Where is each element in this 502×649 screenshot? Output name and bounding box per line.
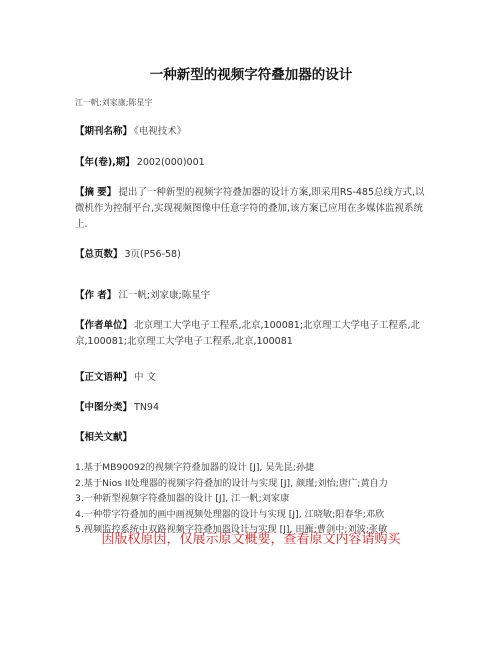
journal-value: 《电视技术》 (134, 126, 187, 137)
related-label: 【相关文献】 (75, 432, 133, 443)
affiliation-field (75, 318, 430, 350)
abstract-label: 【摘 要】 (75, 187, 117, 198)
copyright-notice: 因版权原因，仅展示原文概要，查看原文内容请购买 (101, 532, 401, 547)
journal-label: 【期刊名称】 (75, 126, 133, 137)
pages-label: 【总页数】 (75, 249, 123, 260)
clc-label: 【中图分类】 (75, 402, 133, 413)
reference-item-3[interactable]: 3.一种新型视频字符叠加器的设计 [J], 江一帆;刘家康 (75, 493, 290, 504)
pages-field (75, 247, 430, 263)
pages-value: 3页(P56-58) (124, 249, 181, 260)
author-label: 【作 者】 (75, 290, 117, 301)
affiliation-value: 北京理工大学电子工程系,北京,100081;北京理工大学电子工程系,北京,100081;北京理工大学电子工程系,北京,100081 (75, 320, 421, 347)
year-issue-field (75, 155, 430, 171)
affiliation-label: 【作者单位】 (75, 320, 133, 331)
abstract-value: 提出了一种新型的视频字符叠加器的设计方案,即采用RS-485总线方式,以微机作为控制平台,实现视频图像中任意字符的叠加,该方案已应用在多媒体监视系统上. (75, 187, 425, 230)
journal-field (75, 124, 430, 140)
year-issue-label: 【年(卷),期】 (75, 157, 135, 168)
clc-field (75, 400, 430, 416)
author-value: 江一帆;刘家康;陈星宇 (118, 290, 211, 301)
abstract-field (75, 185, 430, 233)
reference-item-2[interactable]: 2.基于Nios II处理器的视频字符叠加的设计与实现 [J], 颜瑾;刘怡;唐广;黄自力 (75, 477, 388, 489)
language-value: 中 文 (134, 372, 157, 383)
reference-item-1[interactable]: 1.基于MB90092的视频字符叠加器的设计 [J], 吴先昆;孙捷 (75, 462, 315, 473)
reference-list (75, 460, 455, 538)
document-title: 一种新型的视频字符叠加器的设计 (149, 67, 353, 83)
language-field (75, 370, 430, 386)
reference-item-5[interactable]: 5.视频监控系统中双路视频字符叠加器设计与实现 [J], 田雁;曹剑中;刘波;张敏 (75, 524, 388, 535)
reference-item-4[interactable]: 4.一种带字符叠加的画中画视频处理器的设计与实现 [J], 江晓敏;阳春华;邓欣 (75, 508, 385, 520)
related-field (75, 430, 430, 446)
author-line: 江一帆;刘家康;陈星宇 (75, 98, 153, 107)
language-label: 【正文语种】 (75, 372, 133, 383)
year-issue-value: 2002(000)001 (136, 157, 205, 168)
clc-value: TN94 (134, 402, 160, 413)
author-field (75, 288, 430, 304)
